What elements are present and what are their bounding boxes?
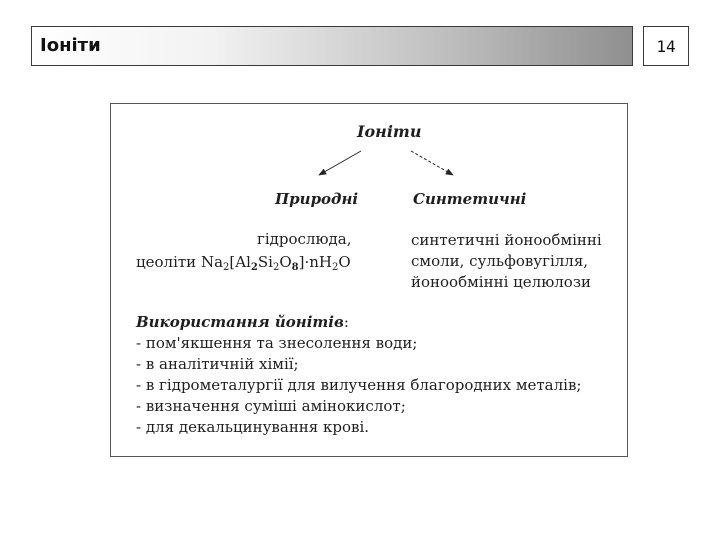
natural-heading: Природні: [275, 190, 359, 208]
natural-item-hydromica: гідрослюда,: [257, 230, 352, 248]
use-item: - для декальцинування крові.: [136, 418, 370, 436]
use-item: - визначення суміші амінокислот;: [136, 397, 406, 415]
synthetic-item: йонообмінні целюлози: [411, 273, 591, 291]
synthetic-item: смоли, сульфовугілля,: [411, 252, 589, 270]
uses-heading: Використання йонітів: [136, 313, 344, 331]
page-number: 14: [643, 26, 689, 66]
slide-title: Іоніти: [40, 35, 101, 56]
uses-section: [136, 312, 581, 438]
slide-title-bar: [31, 26, 633, 66]
natural-item-zeolites: [136, 253, 351, 273]
use-item: - в гідрометалургії для вилучення благородних металів;: [136, 376, 582, 394]
arrow-to-natural: [319, 151, 361, 175]
uses-heading-line: Використання йонітів:: [136, 313, 349, 331]
ionite-classification-figure: [110, 103, 628, 457]
zeolite-formula: $Na_2[Al_2Si_2O_8]\cdot nH_2O$: [200, 253, 351, 273]
use-item: - в аналітичній хімії;: [136, 355, 299, 373]
arrow-to-synthetic: [411, 151, 453, 175]
zeolite-label: цеоліти: [136, 253, 197, 271]
synthetic-item: синтетичні йонообмінні: [411, 231, 602, 249]
root-node: Іоніти: [357, 122, 422, 141]
synthetic-items: [411, 230, 602, 293]
use-item: - пом'якшення та знесолення води;: [136, 334, 418, 352]
synthetic-heading: Синтетичні: [413, 190, 527, 208]
